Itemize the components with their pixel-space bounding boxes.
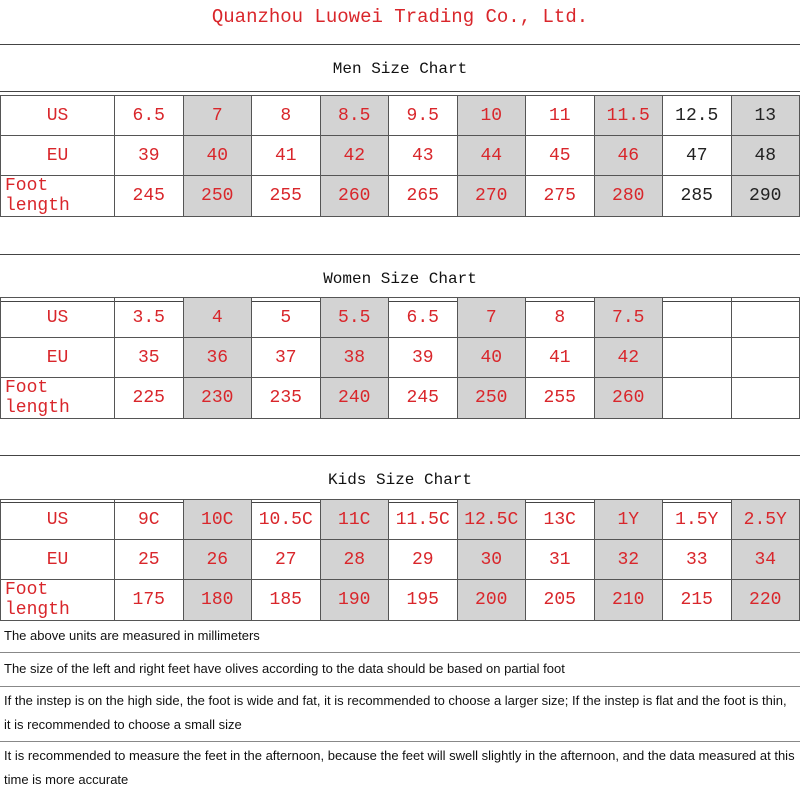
cell: 285	[663, 176, 732, 217]
kids-us-row	[1, 500, 800, 540]
cell: 195	[389, 580, 458, 621]
cell: 180	[183, 580, 252, 621]
cell: 280	[594, 176, 663, 217]
cell: 25	[115, 540, 184, 580]
cell: 11.5C	[389, 500, 458, 540]
cell: 255	[526, 378, 595, 419]
cell: 225	[115, 378, 184, 419]
cell: 185	[252, 580, 321, 621]
cell: 7	[457, 298, 526, 338]
note-instep: If the instep is on the high side, the foot is wide and fat, it is recommended to choose a larger size; If the instep is flat and the foot is thin, it is recommended to choose a small size	[0, 687, 800, 742]
men-foot-row	[1, 176, 800, 217]
cell: 7	[183, 96, 252, 136]
cell: 34	[731, 540, 800, 580]
cell: 215	[663, 580, 732, 621]
empty-cell	[663, 298, 732, 338]
cell: 265	[389, 176, 458, 217]
cell: 240	[320, 378, 389, 419]
cell: 275	[526, 176, 595, 217]
company-name: Quanzhou Luowei Trading Co., Ltd.	[211, 6, 589, 28]
cell: 40	[457, 338, 526, 378]
cell: 7.5	[594, 298, 663, 338]
row-label: Foot length	[1, 378, 115, 419]
cell: 290	[731, 176, 800, 217]
women-foot-row	[1, 378, 800, 419]
cell: 33	[663, 540, 732, 580]
cell: 190	[320, 580, 389, 621]
cell: 44	[457, 136, 526, 176]
empty-cell	[663, 378, 732, 419]
row-label: EU	[1, 136, 115, 176]
row-label: US	[1, 298, 115, 338]
cell: 3.5	[115, 298, 184, 338]
cell: 235	[252, 378, 321, 419]
row-label: US	[1, 500, 115, 540]
row-label: EU	[1, 540, 115, 580]
cell: 210	[594, 580, 663, 621]
cell: 8	[526, 298, 595, 338]
empty-cell	[731, 298, 800, 338]
cell: 26	[183, 540, 252, 580]
cell: 260	[320, 176, 389, 217]
cell: 41	[526, 338, 595, 378]
note-partial-foot: The size of the left and right feet have olives according to the data should be based on partial foot	[0, 653, 800, 687]
cell: 1Y	[594, 500, 663, 540]
cell: 220	[731, 580, 800, 621]
cell: 11.5	[594, 96, 663, 136]
women-size-table	[0, 297, 800, 419]
empty-cell	[663, 338, 732, 378]
cell: 13	[731, 96, 800, 136]
row-label: Foot length	[1, 580, 115, 621]
cell: 200	[457, 580, 526, 621]
cell: 35	[115, 338, 184, 378]
cell: 40	[183, 136, 252, 176]
note-units: The above units are measured in millimeters	[0, 621, 800, 653]
cell: 8	[252, 96, 321, 136]
cell: 12.5	[663, 96, 732, 136]
row-label: US	[1, 96, 115, 136]
men-size-table	[0, 95, 800, 217]
kids-size-table	[0, 499, 800, 621]
empty-cell	[731, 378, 800, 419]
cell: 255	[252, 176, 321, 217]
cell: 13C	[526, 500, 595, 540]
men-us-row	[1, 96, 800, 136]
cell: 38	[320, 338, 389, 378]
cell: 1.5Y	[663, 500, 732, 540]
cell: 10.5C	[252, 500, 321, 540]
cell: 2.5Y	[731, 500, 800, 540]
cell: 10C	[183, 500, 252, 540]
cell: 205	[526, 580, 595, 621]
cell: 27	[252, 540, 321, 580]
cell: 12.5C	[457, 500, 526, 540]
cell: 260	[594, 378, 663, 419]
cell: 5	[252, 298, 321, 338]
cell: 45	[526, 136, 595, 176]
cell: 10	[457, 96, 526, 136]
row-label: EU	[1, 338, 115, 378]
cell: 48	[731, 136, 800, 176]
note-afternoon: It is recommended to measure the feet in the afternoon, because the feet will swell slightly in the afternoon, and the data measured at this time is more accurate	[4, 748, 795, 787]
cell: 11C	[320, 500, 389, 540]
women-chart-title: Women Size Chart	[0, 254, 800, 302]
cell: 270	[457, 176, 526, 217]
row-label: Foot length	[1, 176, 115, 217]
cell: 43	[389, 136, 458, 176]
cell: 6.5	[389, 298, 458, 338]
cell: 46	[594, 136, 663, 176]
cell: 47	[663, 136, 732, 176]
cell: 41	[252, 136, 321, 176]
empty-cell	[731, 338, 800, 378]
kids-eu-row	[1, 540, 800, 580]
cell: 8.5	[320, 96, 389, 136]
cell: 42	[594, 338, 663, 378]
cell: 245	[115, 176, 184, 217]
cell: 36	[183, 338, 252, 378]
cell: 175	[115, 580, 184, 621]
cell: 31	[526, 540, 595, 580]
women-eu-row	[1, 338, 800, 378]
men-chart-title: Men Size Chart	[0, 44, 800, 92]
women-us-row	[1, 298, 800, 338]
cell: 39	[389, 338, 458, 378]
kids-chart-title: Kids Size Chart	[0, 455, 800, 503]
cell: 230	[183, 378, 252, 419]
cell: 250	[457, 378, 526, 419]
cell: 28	[320, 540, 389, 580]
cell: 6.5	[115, 96, 184, 136]
cell: 39	[115, 136, 184, 176]
cell: 37	[252, 338, 321, 378]
cell: 32	[594, 540, 663, 580]
kids-foot-row	[1, 580, 800, 621]
cell: 245	[389, 378, 458, 419]
cell: 30	[457, 540, 526, 580]
cell: 11	[526, 96, 595, 136]
cell: 4	[183, 298, 252, 338]
men-eu-row	[1, 136, 800, 176]
cell: 42	[320, 136, 389, 176]
cell: 250	[183, 176, 252, 217]
cell: 9.5	[389, 96, 458, 136]
cell: 9C	[115, 500, 184, 540]
cell: 5.5	[320, 298, 389, 338]
cell: 29	[389, 540, 458, 580]
